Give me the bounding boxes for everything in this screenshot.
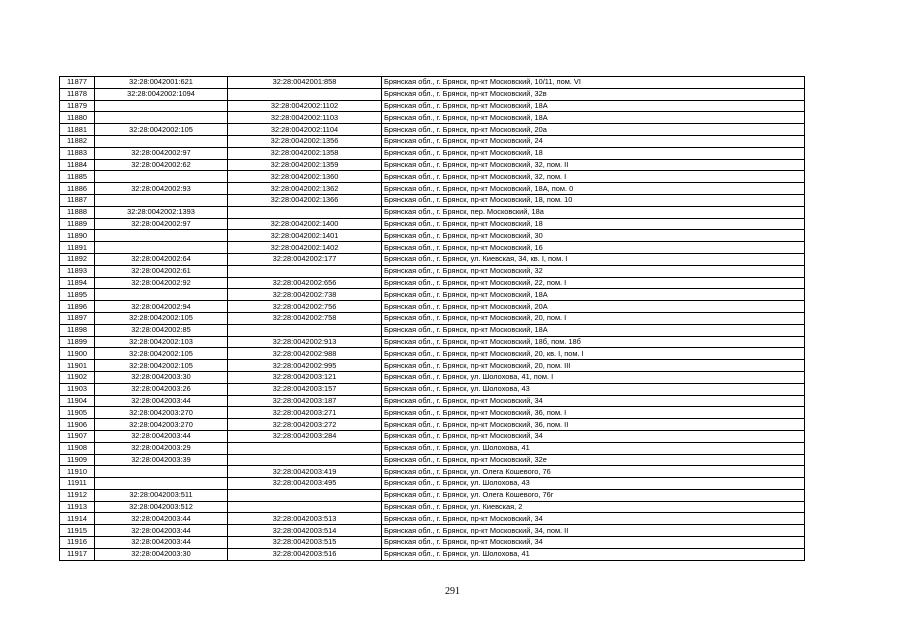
address-cell: Брянская обл., г. Брянск, ул. Олега Кошевого, 76г	[382, 489, 805, 501]
table-row	[60, 289, 805, 301]
table-row	[60, 242, 805, 254]
object-number-cell: 32:28:0042003:516	[228, 548, 382, 560]
object-number-cell: 32:28:0042003:271	[228, 407, 382, 419]
object-number-cell: 32:28:0042002:756	[228, 301, 382, 313]
object-number-cell	[228, 442, 382, 454]
address-cell: Брянская обл., г. Брянск, пер. Московский, 18а	[382, 206, 805, 218]
parcel-number-cell: 32:28:0042003:39	[95, 454, 228, 466]
address-cell: Брянская обл., г. Брянск, пр-кт Московский, 20, пом. III	[382, 360, 805, 372]
row-number-cell: 11877	[60, 77, 95, 89]
row-number-cell: 11893	[60, 265, 95, 277]
row-number-cell: 11895	[60, 289, 95, 301]
address-cell: Брянская обл., г. Брянск, пр-кт Московский, 24	[382, 135, 805, 147]
object-number-cell: 32:28:0042002:988	[228, 348, 382, 360]
table-row	[60, 419, 805, 431]
address-cell: Брянская обл., г. Брянск, ул. Шолохова, 43	[382, 478, 805, 490]
object-number-cell: 32:28:0042002:656	[228, 277, 382, 289]
address-cell: Брянская обл., г. Брянск, пр-кт Московский, 20, кв. I, пом. I	[382, 348, 805, 360]
address-cell: Брянская обл., г. Брянск, пр-кт Московский, 20, пом. I	[382, 312, 805, 324]
table-row	[60, 277, 805, 289]
parcel-number-cell: 32:28:0042002:64	[95, 253, 228, 265]
parcel-number-cell	[95, 466, 228, 478]
address-cell: Брянская обл., г. Брянск, пр-кт Московский, 34	[382, 537, 805, 549]
row-number-cell: 11882	[60, 135, 95, 147]
row-number-cell: 11884	[60, 159, 95, 171]
address-cell: Брянская обл., г. Брянск, пр-кт Московский, 32в	[382, 88, 805, 100]
table-row	[60, 478, 805, 490]
address-cell: Брянская обл., г. Брянск, ул. Олега Кошевого, 76	[382, 466, 805, 478]
object-number-cell: 32:28:0042003:419	[228, 466, 382, 478]
row-number-cell: 11896	[60, 301, 95, 313]
table-row	[60, 501, 805, 513]
parcel-number-cell	[95, 194, 228, 206]
parcel-number-cell: 32:28:0042002:93	[95, 183, 228, 195]
object-number-cell: 32:28:0042002:738	[228, 289, 382, 301]
parcel-number-cell: 32:28:0042002:92	[95, 277, 228, 289]
parcel-number-cell: 32:28:0042003:44	[95, 513, 228, 525]
object-number-cell: 32:28:0042002:1102	[228, 100, 382, 112]
object-number-cell: 32:28:0042002:1104	[228, 124, 382, 136]
address-cell: Брянская обл., г. Брянск, пр-кт Московский, 20А	[382, 301, 805, 313]
address-cell: Брянская обл., г. Брянск, пр-кт Московский, 18А	[382, 324, 805, 336]
table-row	[60, 265, 805, 277]
object-number-cell: 32:28:0042002:758	[228, 312, 382, 324]
parcel-number-cell: 32:28:0042003:26	[95, 383, 228, 395]
object-number-cell: 32:28:0042001:858	[228, 77, 382, 89]
parcel-number-cell: 32:28:0042003:44	[95, 430, 228, 442]
row-number-cell: 11903	[60, 383, 95, 395]
parcel-number-cell	[95, 478, 228, 490]
table-row	[60, 430, 805, 442]
parcel-number-cell	[95, 171, 228, 183]
table-row	[60, 371, 805, 383]
row-number-cell: 11907	[60, 430, 95, 442]
row-number-cell: 11906	[60, 419, 95, 431]
address-cell: Брянская обл., г. Брянск, пр-кт Московский, 18, пом. 10	[382, 194, 805, 206]
parcel-number-cell	[95, 289, 228, 301]
row-number-cell: 11897	[60, 312, 95, 324]
row-number-cell: 11880	[60, 112, 95, 124]
parcel-number-cell: 32:28:0042003:270	[95, 407, 228, 419]
row-number-cell: 11887	[60, 194, 95, 206]
row-number-cell: 11904	[60, 395, 95, 407]
row-number-cell: 11914	[60, 513, 95, 525]
table-row	[60, 218, 805, 230]
object-number-cell: 32:28:0042003:495	[228, 478, 382, 490]
parcel-number-cell: 32:28:0042002:105	[95, 312, 228, 324]
parcel-number-cell: 32:28:0042002:105	[95, 124, 228, 136]
address-cell: Брянская обл., г. Брянск, ул. Шолохова, 41	[382, 548, 805, 560]
address-cell: Брянская обл., г. Брянск, пр-кт Московский, 18б, пом. 18б	[382, 336, 805, 348]
address-cell: Брянская обл., г. Брянск, пр-кт Московский, 34	[382, 395, 805, 407]
parcel-number-cell: 32:28:0042002:85	[95, 324, 228, 336]
table-row	[60, 88, 805, 100]
parcel-number-cell: 32:28:0042002:94	[95, 301, 228, 313]
object-number-cell: 32:28:0042003:514	[228, 525, 382, 537]
row-number-cell: 11899	[60, 336, 95, 348]
row-number-cell: 11902	[60, 371, 95, 383]
parcel-number-cell: 32:28:0042003:30	[95, 371, 228, 383]
parcel-number-cell: 32:28:0042002:1094	[95, 88, 228, 100]
address-cell: Брянская обл., г. Брянск, пр-кт Московский, 10/11, пом. VI	[382, 77, 805, 89]
row-number-cell: 11898	[60, 324, 95, 336]
object-number-cell: 32:28:0042002:1103	[228, 112, 382, 124]
object-number-cell: 32:28:0042003:157	[228, 383, 382, 395]
row-number-cell: 11889	[60, 218, 95, 230]
parcel-number-cell: 32:28:0042003:44	[95, 525, 228, 537]
table-row	[60, 537, 805, 549]
address-cell: Брянская обл., г. Брянск, пр-кт Московский, 18А	[382, 289, 805, 301]
table-row	[60, 135, 805, 147]
table-row	[60, 324, 805, 336]
parcel-number-cell: 32:28:0042003:270	[95, 419, 228, 431]
object-number-cell: 32:28:0042002:995	[228, 360, 382, 372]
parcel-number-cell	[95, 100, 228, 112]
object-number-cell: 32:28:0042002:1362	[228, 183, 382, 195]
address-cell: Брянская обл., г. Брянск, пр-кт Московский, 18А	[382, 112, 805, 124]
address-cell: Брянская обл., г. Брянск, пр-кт Московский, 22, пом. I	[382, 277, 805, 289]
row-number-cell: 11886	[60, 183, 95, 195]
object-number-cell	[228, 324, 382, 336]
row-number-cell: 11892	[60, 253, 95, 265]
object-number-cell: 32:28:0042002:1366	[228, 194, 382, 206]
row-number-cell: 11911	[60, 478, 95, 490]
table-row	[60, 454, 805, 466]
object-number-cell: 32:28:0042003:121	[228, 371, 382, 383]
row-number-cell: 11883	[60, 147, 95, 159]
table-row	[60, 147, 805, 159]
row-number-cell: 11888	[60, 206, 95, 218]
address-cell: Брянская обл., г. Брянск, пр-кт Московский, 32е	[382, 454, 805, 466]
parcel-number-cell	[95, 112, 228, 124]
table-row	[60, 489, 805, 501]
table-row	[60, 77, 805, 89]
row-number-cell: 11912	[60, 489, 95, 501]
address-cell: Брянская обл., г. Брянск, пр-кт Московский, 18А	[382, 100, 805, 112]
row-number-cell: 11908	[60, 442, 95, 454]
address-cell: Брянская обл., г. Брянск, пр-кт Московский, 18	[382, 147, 805, 159]
object-number-cell: 32:28:0042002:177	[228, 253, 382, 265]
object-number-cell: 32:28:0042003:272	[228, 419, 382, 431]
table-row	[60, 513, 805, 525]
object-number-cell: 32:28:0042003:513	[228, 513, 382, 525]
address-cell: Брянская обл., г. Брянск, пр-кт Московский, 34	[382, 430, 805, 442]
row-number-cell: 11916	[60, 537, 95, 549]
address-cell: Брянская обл., г. Брянск, пр-кт Московский, 20а	[382, 124, 805, 136]
table-row	[60, 348, 805, 360]
address-cell: Брянская обл., г. Брянск, пр-кт Московский, 32	[382, 265, 805, 277]
table-row	[60, 395, 805, 407]
parcel-number-cell	[95, 135, 228, 147]
row-number-cell: 11885	[60, 171, 95, 183]
row-number-cell: 11900	[60, 348, 95, 360]
parcel-number-cell: 32:28:0042002:62	[95, 159, 228, 171]
address-cell: Брянская обл., г. Брянск, пр-кт Московский, 34	[382, 513, 805, 525]
address-cell: Брянская обл., г. Брянск, пр-кт Московский, 18А, пом. 0	[382, 183, 805, 195]
row-number-cell: 11890	[60, 230, 95, 242]
address-cell: Брянская обл., г. Брянск, пр-кт Московский, 36, пом. I	[382, 407, 805, 419]
parcel-number-cell: 32:28:0042002:97	[95, 218, 228, 230]
parcel-number-cell: 32:28:0042002:1393	[95, 206, 228, 218]
table-row	[60, 336, 805, 348]
table-row	[60, 548, 805, 560]
row-number-cell: 11910	[60, 466, 95, 478]
row-number-cell: 11917	[60, 548, 95, 560]
table-row	[60, 206, 805, 218]
object-number-cell	[228, 206, 382, 218]
row-number-cell: 11915	[60, 525, 95, 537]
parcel-number-cell: 32:28:0042002:105	[95, 348, 228, 360]
parcel-number-cell: 32:28:0042003:511	[95, 489, 228, 501]
table-row	[60, 183, 805, 195]
table-row	[60, 230, 805, 242]
row-number-cell: 11878	[60, 88, 95, 100]
table-row	[60, 301, 805, 313]
object-number-cell	[228, 489, 382, 501]
address-cell: Брянская обл., г. Брянск, пр-кт Московский, 18	[382, 218, 805, 230]
parcel-number-cell: 32:28:0042003:30	[95, 548, 228, 560]
parcel-number-cell: 32:28:0042002:105	[95, 360, 228, 372]
object-number-cell	[228, 454, 382, 466]
row-number-cell: 11891	[60, 242, 95, 254]
object-number-cell	[228, 265, 382, 277]
table-row	[60, 100, 805, 112]
object-number-cell: 32:28:0042003:515	[228, 537, 382, 549]
table-row	[60, 525, 805, 537]
table-row	[60, 360, 805, 372]
object-number-cell: 32:28:0042002:1402	[228, 242, 382, 254]
object-number-cell: 32:28:0042003:187	[228, 395, 382, 407]
page-number: 291	[445, 586, 460, 597]
table-row	[60, 124, 805, 136]
row-number-cell: 11901	[60, 360, 95, 372]
parcel-number-cell: 32:28:0042001:621	[95, 77, 228, 89]
address-cell: Брянская обл., г. Брянск, пр-кт Московский, 32, пом. I	[382, 171, 805, 183]
address-cell: Брянская обл., г. Брянск, ул. Шолохова, 41	[382, 442, 805, 454]
parcel-number-cell: 32:28:0042003:512	[95, 501, 228, 513]
table-row	[60, 312, 805, 324]
parcel-number-cell: 32:28:0042002:97	[95, 147, 228, 159]
address-cell: Брянская обл., г. Брянск, ул. Киевская, 34, кв. I, пом. I	[382, 253, 805, 265]
table-row	[60, 442, 805, 454]
row-number-cell: 11881	[60, 124, 95, 136]
address-cell: Брянская обл., г. Брянск, ул. Шолохова, 41, пом. I	[382, 371, 805, 383]
table-row	[60, 383, 805, 395]
address-cell: Брянская обл., г. Брянск, ул. Киевская, 2	[382, 501, 805, 513]
registry-table-body	[60, 77, 805, 561]
table-row	[60, 253, 805, 265]
object-number-cell: 32:28:0042002:1358	[228, 147, 382, 159]
table-row	[60, 159, 805, 171]
row-number-cell: 11909	[60, 454, 95, 466]
table-row	[60, 407, 805, 419]
row-number-cell: 11879	[60, 100, 95, 112]
parcel-number-cell: 32:28:0042002:61	[95, 265, 228, 277]
object-number-cell	[228, 88, 382, 100]
registry-table	[59, 76, 805, 561]
address-cell: Брянская обл., г. Брянск, пр-кт Московский, 32, пом. II	[382, 159, 805, 171]
object-number-cell	[228, 501, 382, 513]
table-row	[60, 466, 805, 478]
address-cell: Брянская обл., г. Брянск, пр-кт Московский, 34, пом. II	[382, 525, 805, 537]
object-number-cell: 32:28:0042002:1360	[228, 171, 382, 183]
row-number-cell: 11894	[60, 277, 95, 289]
address-cell: Брянская обл., г. Брянск, ул. Шолохова, 43	[382, 383, 805, 395]
object-number-cell: 32:28:0042002:1401	[228, 230, 382, 242]
row-number-cell: 11913	[60, 501, 95, 513]
parcel-number-cell	[95, 242, 228, 254]
row-number-cell: 11905	[60, 407, 95, 419]
address-cell: Брянская обл., г. Брянск, пр-кт Московский, 30	[382, 230, 805, 242]
parcel-number-cell: 32:28:0042003:29	[95, 442, 228, 454]
address-cell: Брянская обл., г. Брянск, пр-кт Московский, 16	[382, 242, 805, 254]
table-row	[60, 171, 805, 183]
object-number-cell: 32:28:0042002:913	[228, 336, 382, 348]
parcel-number-cell: 32:28:0042002:103	[95, 336, 228, 348]
parcel-number-cell: 32:28:0042003:44	[95, 537, 228, 549]
parcel-number-cell: 32:28:0042003:44	[95, 395, 228, 407]
parcel-number-cell	[95, 230, 228, 242]
object-number-cell: 32:28:0042002:1400	[228, 218, 382, 230]
object-number-cell: 32:28:0042003:284	[228, 430, 382, 442]
table-row	[60, 194, 805, 206]
table-row	[60, 112, 805, 124]
object-number-cell: 32:28:0042002:1356	[228, 135, 382, 147]
address-cell: Брянская обл., г. Брянск, пр-кт Московский, 36, пом. II	[382, 419, 805, 431]
object-number-cell: 32:28:0042002:1359	[228, 159, 382, 171]
